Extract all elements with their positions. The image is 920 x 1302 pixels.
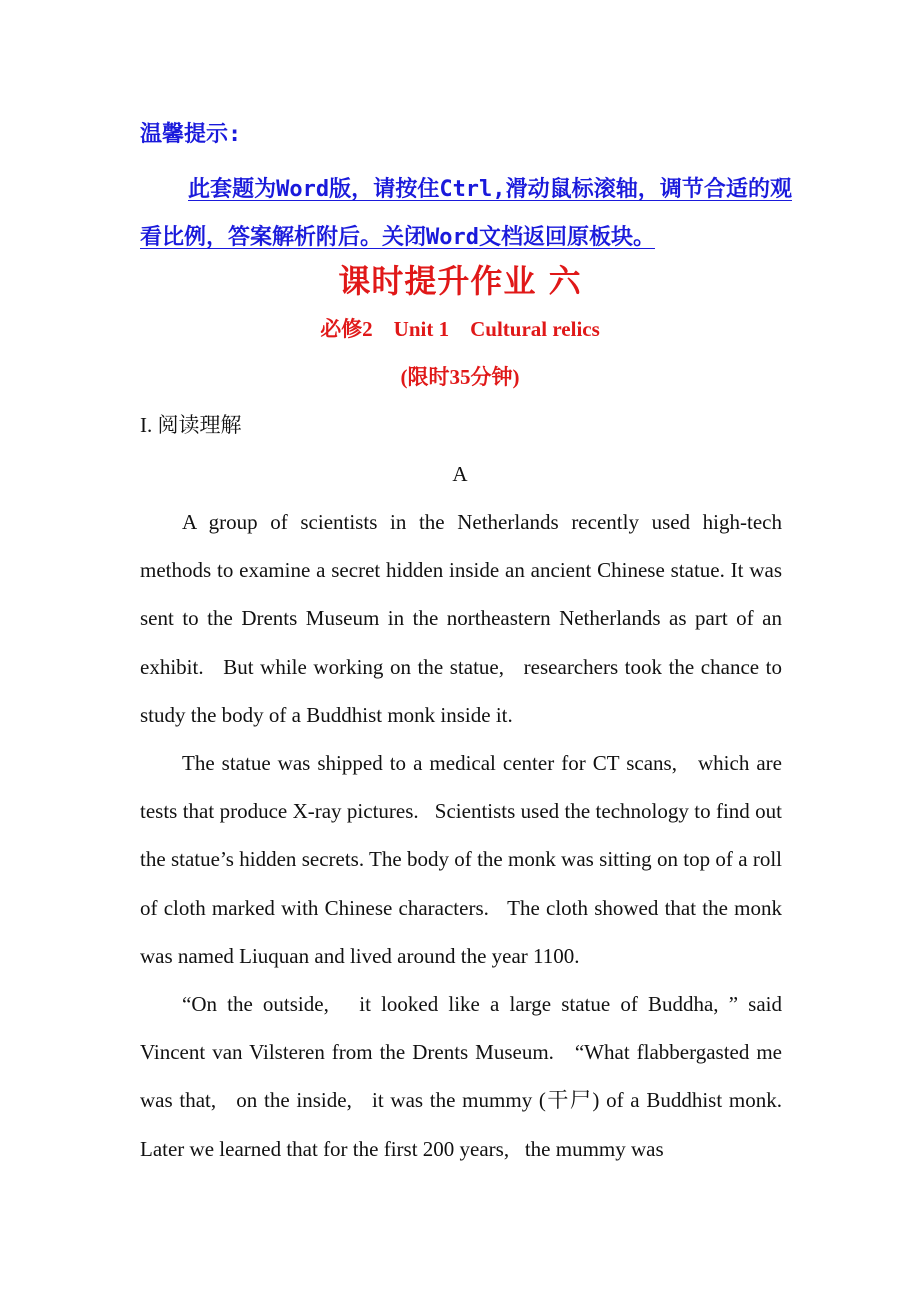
passage-paragraph-2: The statue was shipped to a medical center for CT scans, which are tests that produce X-ray pictures. Scientists used the technology to find out the statue’s hidden secrets. The body of the monk was sitting on top of a roll of cloth marked with Chinese characters. The cloth showed that the monk was named Liuquan and lived around the year 1100. xyxy=(140,751,788,968)
page-title: 课时提升作业 六 xyxy=(338,262,582,300)
tip-body xyxy=(140,166,792,262)
passage-paragraph-1: A group of scientists in the Netherlands recently used high-tech methods to examine a secret hidden inside an ancient Chinese statue. It was sent to the Drents Museum in the northeastern Netherlands as part of an exhibit. But while working on the statue, researchers took the chance to study the body of a Buddhist monk inside it. xyxy=(140,510,788,727)
passage-letter: A xyxy=(452,462,468,486)
tip-title: 温馨提示: xyxy=(140,122,242,147)
unit-subtitle: 必修2 Unit 1 Cultural relics xyxy=(320,317,600,341)
time-limit: (限时35分钟) xyxy=(400,365,520,389)
section-heading: I. 阅读理解 xyxy=(140,413,242,437)
tip-body-text: 此套题为Word版，请按住Ctrl,滑动鼠标滚轴，调节合适的观看比例，答案解析附后。关闭Word文档返回原板块。 xyxy=(140,177,792,250)
passage-paragraph-3: “On the outside, it looked like a large statue of Buddha, ” said Vincent van Vilsteren from the Drents Museum. “What flabbergasted me was that, on the inside, it was the mummy (干尸) of a Buddhist monk. Later we learned that for the first 200 years, the mummy was xyxy=(140,992,798,1161)
